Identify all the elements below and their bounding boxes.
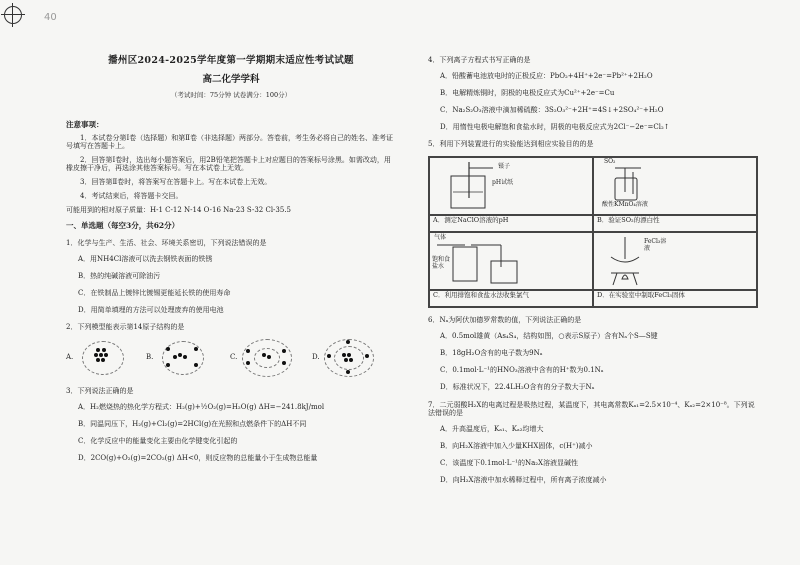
q6-option-a: A．0.5mol雄黄（As₄S₄，结构如图，○表示S原子）含有Nₐ个S—S键 bbox=[440, 332, 658, 341]
gas-collection-apparatus-icon bbox=[430, 233, 592, 289]
atomic-masses: 可能用到的相对原子质量：H-1 C-12 N-14 O-16 Na-23 S-32 Cl-35.5 bbox=[66, 206, 292, 215]
q1-option-c: C．在铁制品上镀锌比镀锡更能延长铁的使用寿命 bbox=[78, 289, 231, 298]
crosshair-mark-icon bbox=[4, 6, 22, 24]
label-kmno4: 酸性KMnO₄溶液 bbox=[602, 201, 648, 209]
q4-option-d: D．用惰性电极电解饱和食盐水时，阴极的电极反应式为2Cl⁻−2e⁻=Cl₂↑ bbox=[440, 123, 670, 132]
exam-subtitle: 高二化学学科 bbox=[202, 73, 260, 85]
experiment-grid bbox=[428, 156, 758, 308]
atom-label-a: A. bbox=[66, 353, 74, 362]
right-column bbox=[428, 56, 758, 493]
exam-info: （考试时间：75分钟 试卷满分：100分） bbox=[170, 90, 292, 99]
atom-model-c bbox=[230, 339, 290, 375]
label-ph-paper: pH试纸 bbox=[492, 179, 514, 187]
question-5-stem: 5．利用下列装置进行的实验能达到相应实验目的的是 bbox=[428, 140, 594, 149]
q3-option-b: B．同温同压下，H₂(g)+Cl₂(g)=2HCl(g)在光照和点燃条件下的ΔH不同 bbox=[78, 420, 307, 429]
notice-heading: 注意事项： bbox=[66, 120, 104, 130]
q1-option-b: B．热的纯碱溶液可除油污 bbox=[78, 271, 161, 280]
question-2-stem: 2．下列模型能表示第14原子结构的是 bbox=[66, 323, 185, 332]
caption-a: A．测定NaClO溶液的pH bbox=[429, 215, 593, 232]
q6-option-c: C．0.1mol·L⁻¹的HNO₃溶液中含有的H⁺数为0.1Nₐ bbox=[440, 366, 604, 375]
notice-1: 1．本试卷分第Ⅰ卷（选择题）和第Ⅱ卷（非选择题）两部分。答卷前，考生务必将自己的姓名、准考证号填写在答题卡上。 bbox=[66, 133, 393, 150]
atom-label-c: C. bbox=[230, 353, 238, 362]
fecl3-evaporation-apparatus-icon bbox=[594, 233, 756, 289]
q4-option-c: C．Na₂S₂O₃溶液中滴加稀硫酸：3S₂O₃²⁻+2H⁺=4S↓+2SO₄²⁻+H₂O bbox=[440, 106, 664, 115]
apparatus-b bbox=[593, 157, 757, 215]
notice-3: 3．回答第Ⅱ卷时，将答案写在答题卡上。写在本试卷上无效。 bbox=[80, 178, 272, 187]
label-brine: 饱和食盐水 bbox=[432, 256, 451, 271]
q4-option-a: A．铅酸蓄电池放电时的正极反应：PbO₂+4H⁺+2e⁻=Pb²⁺+2H₂O bbox=[440, 72, 653, 81]
label-tweezers: 镊子 bbox=[498, 163, 511, 171]
q6-option-d: D．标准状况下，22.4LH₂O含有的分子数大于Nₐ bbox=[440, 383, 595, 392]
atom-label-d: D. bbox=[312, 353, 320, 362]
atom-model-b bbox=[146, 339, 206, 375]
atom-model-d bbox=[312, 339, 372, 375]
label-fecl3: FeCl₃溶液 bbox=[644, 238, 667, 253]
q7-option-d: D．向H₂X溶液中加水稀释过程中，所有离子浓度减小 bbox=[440, 475, 607, 484]
q3-option-a: A．H₂燃烧热的热化学方程式：H₂(g)+½O₂(g)=H₂O(g) ΔH=−241.8kJ/mol bbox=[78, 403, 325, 412]
q1-option-d: D．用简单填埋的方法可以处理废弃的使用电池 bbox=[78, 306, 224, 315]
q7-option-a: A．升高温度后，Kₐ₁、Kₐ₂均增大 bbox=[440, 424, 544, 433]
caption-b: B．验证SO₂的漂白性 bbox=[593, 215, 757, 232]
q3-option-d: D．2CO(g)+O₂(g)=2CO₂(g) ΔH<0，则反应物的总能量小于生成物总能量 bbox=[78, 454, 318, 463]
notice-4: 4．考试结束后，将答题卡交回。 bbox=[80, 192, 183, 201]
q7-option-b: B．向H₂X溶液中加入少量KHX固体，c(H⁺)减小 bbox=[440, 441, 593, 450]
question-6-stem: 6．Nₐ为阿伏加德罗常数的值，下列说法正确的是 bbox=[428, 316, 582, 325]
page-number: 40 bbox=[44, 12, 57, 23]
q4-option-b: B．电解精炼铜时，阴极的电极反应式为Cu²⁺+2e⁻=Cu bbox=[440, 89, 615, 98]
atom-models bbox=[66, 339, 396, 377]
atom-label-b: B. bbox=[146, 353, 154, 362]
label-so2: SO₂ bbox=[604, 158, 616, 166]
caption-c: C．利用排饱和食盐水法收集氯气 bbox=[429, 290, 593, 307]
question-7-stem: 7．二元弱酸H₂X的电离过程是吸热过程，某温度下，其电离常数Kₐ₁=2.5×10⁻⁴、Kₐ₂=2×10⁻⁸。下列说法错误的是 bbox=[428, 400, 755, 417]
atom-model-a bbox=[66, 339, 126, 375]
exam-title: 播州区2024-2025学年度第一学期期末适应性考试试题 bbox=[108, 55, 354, 66]
notice-2: 2．回答第Ⅰ卷时，选出每小题答案后，用2B铅笔把答题卡上对应题目的答案标号涂黑。如需改动，用橡皮擦干净后，再选涂其他答案标号。写在本试卷上无效。 bbox=[66, 156, 391, 173]
question-4-stem: 4．下列离子方程式书写正确的是 bbox=[428, 56, 531, 64]
label-gas: 气体 bbox=[434, 234, 447, 242]
apparatus-a bbox=[429, 157, 593, 215]
caption-d: D．在实验室中制取FeCl₃固体 bbox=[593, 290, 757, 307]
question-1-stem: 1．化学与生产、生活、社会、环境关系密切，下列说法错误的是 bbox=[66, 238, 267, 247]
apparatus-d bbox=[593, 232, 757, 290]
question-3-stem: 3．下列说法正确的是 bbox=[66, 387, 134, 396]
section-heading: 一、单选题（每空3分，共62分） bbox=[66, 221, 180, 231]
q6-option-b: B．18gH₂O含有的电子数为9Nₐ bbox=[440, 349, 543, 358]
q1-option-a: A．用NH4Cl溶液可以洗去钢铁表面的铁锈 bbox=[78, 254, 213, 263]
q3-option-c: C．化学反应中的能量变化主要由化学键变化引起的 bbox=[78, 437, 238, 446]
left-column bbox=[66, 56, 396, 471]
q7-option-c: C．该温度下0.1mol·L⁻¹的Na₂X溶液显碱性 bbox=[440, 458, 579, 467]
apparatus-c bbox=[429, 232, 593, 290]
